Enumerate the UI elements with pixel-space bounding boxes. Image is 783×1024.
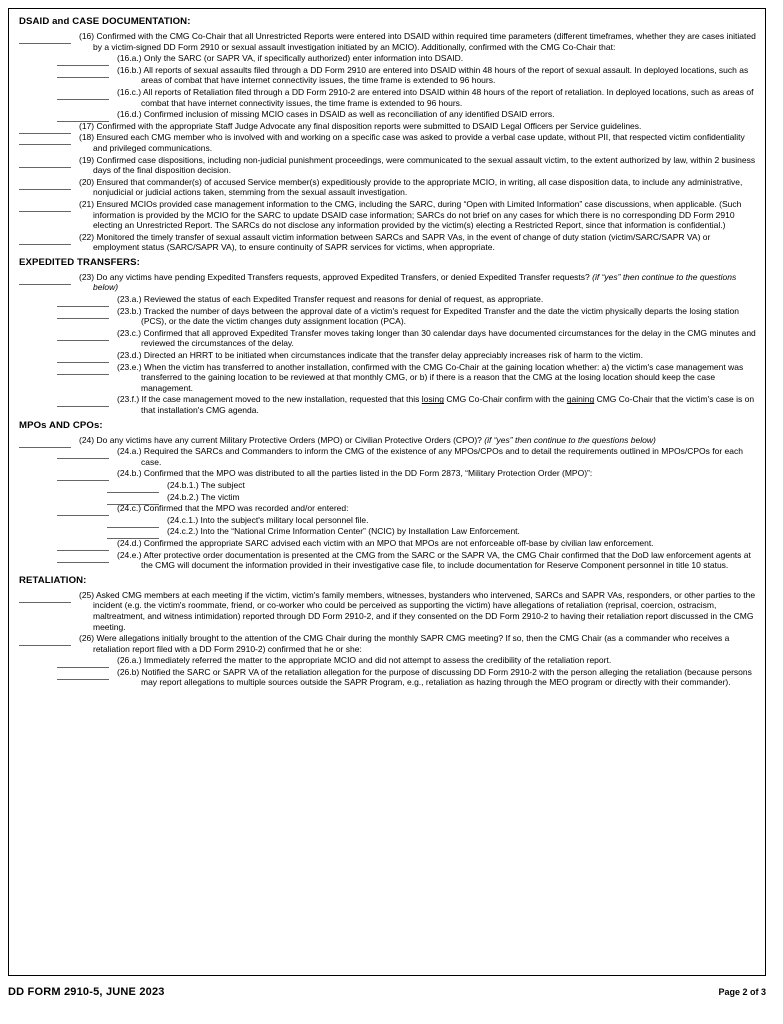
checklist-item-text: (23.d.) Directed an HRRT to be initiated when circumstances indicate that the transfer delay appreciably increases risk of harm to the victim. xyxy=(117,350,643,361)
checklist-item xyxy=(17,446,757,467)
checklist-blank-field[interactable] xyxy=(57,362,109,372)
checklist-item xyxy=(17,109,757,120)
checklist-blank-field[interactable] xyxy=(19,177,71,187)
checklist-blank-field[interactable] xyxy=(57,109,109,119)
checklist-blank-field[interactable] xyxy=(19,232,71,242)
checklist-item xyxy=(17,53,757,64)
checklist-item-text: (22) Monitored the timely transfer of sexual assault victim information between SARCs and SAPR VAs, in the event of change of duty station (victim/SARC/SAPR VA) or employment status (SARC/SAPR VA), to ensure continuity of SAPR services for victims, when appropriate. xyxy=(79,231,711,253)
item-text-run: (23) Do any victims have pending Expedited Transfers requests, approved Expedited Transfers, or denied Expedited Transfer requests? xyxy=(79,271,593,282)
checklist-blank-field[interactable] xyxy=(19,121,71,131)
blank-underline xyxy=(57,318,109,319)
checklist-item xyxy=(17,468,757,479)
checklist-item xyxy=(17,177,757,198)
checklist-blank-field[interactable] xyxy=(107,492,159,502)
checklist-blank-field[interactable] xyxy=(57,503,109,513)
page-footer xyxy=(8,986,766,998)
blank-underline xyxy=(57,458,109,459)
checklist-item-text xyxy=(77,272,757,293)
checklist-item xyxy=(17,328,757,349)
checklist-blank-field[interactable] xyxy=(19,199,71,209)
emphasized-term: losing xyxy=(421,394,444,405)
blank-underline xyxy=(57,374,109,375)
blank-underline xyxy=(19,244,71,245)
checklist-blank-field[interactable] xyxy=(57,294,109,304)
checklist-item-text: (26.b) Notified the SARC or SAPR VA of the retaliation allegation for the purpose of discussing DD Form 2910-2 with the person alleging the retaliation (because persons may report allegations to multiple sources outside the SAPR Program, e.g., retaliation as hazing through the MEO program or directly with their commander). xyxy=(117,666,752,688)
checklist-blank-field[interactable] xyxy=(57,446,109,456)
section-header: DSAID and CASE DOCUMENTATION: xyxy=(19,16,191,27)
checklist-item xyxy=(17,538,757,549)
checklist-blank-field[interactable] xyxy=(107,526,159,536)
checklist-item-text: (19) Confirmed case dispositions, including non-judicial punishment proceedings, were communicated to the sexual assault victim, to the extent authorized by law, within 2 business days of the final disposition decision. xyxy=(79,154,756,176)
checklist-item xyxy=(17,65,757,86)
checklist-item xyxy=(17,503,757,514)
checklist-item-text: (16.a.) Only the SARC (or SAPR VA, if specifically authorized) enter information into DSAID. xyxy=(117,53,464,64)
checklist-blank-field[interactable] xyxy=(57,655,109,665)
checklist-item xyxy=(17,272,757,293)
checklist-item-text: (16) Confirmed with the CMG Co-Chair that all Unrestricted Reports were entered into DSAID within required time parameters (different timeframes, whether they are cases initiated by a victim-signed DD Form 2910 or sexual assault investigation initiated by an MCIO). Additionally, confirmed with the CMG Co-Chair that: xyxy=(79,31,756,52)
blank-underline xyxy=(57,406,109,407)
checklist-item-text: (16.b.) All reports of sexual assaults filed through a DD Form 2910 are entered into DSAID within 48 hours of the report of sexual assault. In deployed locations, such as areas of combat that have internet connectivity issues, the time frame is extended to 96 hours. xyxy=(117,64,749,86)
blank-underline xyxy=(57,77,109,78)
form-identifier: DD FORM 2910-5, JUNE 2023 xyxy=(8,986,165,998)
checklist-item-text xyxy=(115,394,757,415)
checklist-item xyxy=(17,515,757,526)
blank-underline xyxy=(57,340,109,341)
checklist-blank-field[interactable] xyxy=(19,31,71,41)
checklist-item xyxy=(17,294,757,305)
checklist-item-text: (26) Were allegations initially brought to the attention of the CMG Chair during the monthly SAPR CMG meeting? If so, then the CMG Chair (as a commander who receives a retaliation report filed with a DD Form 2910-2) confirmed that he or she: xyxy=(79,633,730,654)
checklist-item-text: (23.a.) Reviewed the status of each Expedited Transfer request and reasons for denial of request, as appropriate. xyxy=(117,294,544,305)
blank-underline xyxy=(57,480,109,481)
blank-underline xyxy=(19,43,71,44)
checklist-blank-field[interactable] xyxy=(57,394,109,404)
checklist-item xyxy=(17,480,757,491)
checklist-item xyxy=(17,526,757,537)
blank-underline xyxy=(19,645,71,646)
checklist-blank-field[interactable] xyxy=(57,350,109,360)
blank-underline xyxy=(19,167,71,168)
emphasized-term: gaining xyxy=(566,394,595,405)
item-text-run: CMG Co-Chair confirm with the xyxy=(443,394,567,405)
checklist-item xyxy=(17,435,757,446)
checklist-item-text: (18) Ensured each CMG member who is involved with and working on a specific case was asked to provide a verbal case update, without PII, that respected victim confidentiality and privileged communications. xyxy=(79,132,745,153)
checklist-item xyxy=(17,667,757,688)
checklist-item xyxy=(17,590,757,632)
checklist-blank-field[interactable] xyxy=(107,480,159,490)
checklist-blank-field[interactable] xyxy=(19,633,71,643)
checklist-item-text: (17) Confirmed with the appropriate Staff Judge Advocate any final disposition reports were submitted to DSAID Legal Officers per Service guidelines. xyxy=(79,120,642,131)
blank-underline xyxy=(57,679,109,680)
blank-underline xyxy=(57,562,109,563)
blank-underline xyxy=(19,211,71,212)
checklist-item-text: (16.d.) Confirmed inclusion of missing MCIO cases in DSAID as well as reconciliation of any identified DSAID errors. xyxy=(117,109,555,120)
item-text-run: (24) Do any victims have any current Military Protective Orders (MPO) or Civilian Protective Orders (CPO)? xyxy=(79,434,485,445)
checklist-blank-field[interactable] xyxy=(57,306,109,316)
checklist-item-text: (24.b.) Confirmed that the MPO was distributed to all the parties listed in the DD Form 2873, “Military Protection Order (MPO)”: xyxy=(117,468,593,479)
checklist-item-text: (24.c.1.) Into the subject's military local personnel file. xyxy=(167,514,369,525)
section-header: MPOs AND CPOs: xyxy=(19,419,103,431)
checklist-item-text: (24.c.) Confirmed that the MPO was recorded and/or entered: xyxy=(117,503,349,514)
checklist-blank-field[interactable] xyxy=(57,65,109,75)
checklist-item-text: (23.b.) Tracked the number of days between the approval date of a victim's request for Expedited Transfer and the date the victim physically departs the losing station (PCS), or the date the victim changes duty assignment location (PCA). xyxy=(117,305,739,327)
blank-underline xyxy=(19,189,71,190)
checklist-item-text: (21) Ensured MCIOs provided case management information to the CMG, including the SARC, during “Open with Limited Information” case discussions, when applicable. (Such information is provided by the MCIO for the SARC to update DSAID case information; SARCs do not brief on any cases for which there is no corresponding DD Form 2910 electing an Unrestricted Report. The SARCs do not disclose any information provided by the victim(s) electing a Restricted Report, since that information is confidential.) xyxy=(79,198,742,231)
checklist-item-text xyxy=(77,435,757,446)
checklist-item xyxy=(17,306,757,327)
checklist-item-text: (23.e.) When the victim has transferred to another installation, confirmed with the CMG Co-Chair at the gaining location whether: a) the victim's case management was transferred to the gaining location to be reviewed at that monthly CMG, or b) if there is a reason that the CMG at the losing location should keep the case management. xyxy=(117,361,744,393)
checklist-item-text: (24.b.1.) The subject xyxy=(167,479,245,490)
checklist-item xyxy=(17,232,757,253)
checklist-item xyxy=(17,633,757,654)
checklist-item-text: (24.d.) Confirmed the appropriate SARC advised each victim with an MPO that MPOs are not enforceable off-base by civilian law enforcement. xyxy=(117,537,654,548)
blank-underline xyxy=(19,602,71,603)
blank-underline xyxy=(107,504,159,505)
checklist-blank-field[interactable] xyxy=(57,468,109,478)
form-content-box xyxy=(8,8,766,976)
checklist-item xyxy=(17,199,757,231)
checklist-item xyxy=(17,121,757,132)
checklist-item xyxy=(17,31,757,52)
checklist-item xyxy=(17,132,757,153)
checklist-blank-field[interactable] xyxy=(19,435,71,445)
checklist-item-text: (25) Asked CMG members at each meeting if the victim, victim's family members, witnesses, bystanders who intervened, SARCs and SAPR VAs, responders, or other parties to the incident (e.g. the victim's roommate, friend, or co-worker who could be perceived as supporting the victim) have allegations of retaliation (reprisal, coercion, ostracism, maltreatment, and witness intimidation) reported through DD Form 2910-2, and if they consented on the DD Form 2910-2 to having their retaliation report discussed in the CMG meeting. xyxy=(79,589,756,632)
checklist-blank-field[interactable] xyxy=(57,328,109,338)
section-header: RETALIATION: xyxy=(19,574,87,586)
checklist-blank-field[interactable] xyxy=(57,53,109,63)
checklist-blank-field[interactable] xyxy=(19,155,71,165)
checklist-item-text: (24.a.) Required the SARCs and Commanders to inform the CMG of the existence of any MPOs/CPOs and to detail the requirements outlined in MPOs/CPOs for each case. xyxy=(117,446,743,467)
checklist-blank-field[interactable] xyxy=(107,515,159,525)
checklist-item-text: (26.a.) Immediately referred the matter to the appropriate MCIO and did not attempt to assess the credibility of the retaliation report. xyxy=(117,655,612,666)
checklist-blank-field[interactable] xyxy=(19,132,71,142)
checklist-item xyxy=(17,350,757,361)
blank-underline xyxy=(19,144,71,145)
item-text-run: (23.f.) If the case management moved to the new installation, requested that this xyxy=(117,394,422,405)
checklist-item-text: (24.c.2.) Into the “National Crime Information Center” (NCIC) by Installation Law Enforcement. xyxy=(167,526,520,537)
checklist-item-text: (24.e.) After protective order documentation is presented at the CMG from the SARC or the SAPR VA, the CMG Chair confirmed that the DoD law enforcement agents at the CMG will document the information provided in their investigative case file, to include documentation for Reserve Component personnel in title 10 status. xyxy=(117,549,751,571)
checklist-item xyxy=(17,362,757,394)
checklist-blank-field[interactable] xyxy=(19,272,71,282)
checklist-item xyxy=(17,155,757,176)
checklist-blank-field[interactable] xyxy=(57,550,109,560)
blank-underline xyxy=(57,99,109,100)
checklist-item xyxy=(17,394,757,415)
checklist-blank-field[interactable] xyxy=(57,87,109,97)
checklist-item xyxy=(17,87,757,108)
checklist-blank-field[interactable] xyxy=(57,538,109,548)
section-header: EXPEDITED TRANSFERS: xyxy=(19,256,140,268)
blank-underline xyxy=(19,284,71,285)
item-conditional-note: (if “yes” then continue to the questions below) xyxy=(93,271,737,293)
item-text-run: CMG Co-Chair that the victim's case is on that installation's CMG agenda. xyxy=(141,394,755,415)
item-conditional-note: (if “yes” then continue to the questions below) xyxy=(484,434,656,445)
blank-underline xyxy=(57,515,109,516)
checklist-item-text: (23.c.) Confirmed that all approved Expedited Transfer moves taking longer than 30 calendar days have documented circumstances for the delay in the CMG minutes and reviewed the circumstances of the delay. xyxy=(117,327,756,349)
checklist-blank-field[interactable] xyxy=(57,667,109,677)
blank-underline xyxy=(107,538,159,539)
checklist-item xyxy=(17,655,757,666)
checklist-blank-field[interactable] xyxy=(19,590,71,600)
checklist-item-text: (24.b.2.) The victim xyxy=(167,491,240,502)
checklist-item xyxy=(17,492,757,503)
checklist-item xyxy=(17,550,757,571)
checklist-item-text: (20) Ensured that commander(s) of accused Service member(s) expeditiously provide to the appropriate MCIO, in writing, all case disposition data, to include any administrative, nonjudicial or judicial actions taken, stemming from the sexual assault investigation. xyxy=(79,176,743,198)
checklist-item-text: (16.c.) All reports of Retaliation filed through a DD Form 2910-2 are entered into DSAID within 48 hours of the report of retaliation. In deployed locations, such as areas of combat that have internet connectivity issues, the time frame is extended to 96 hours. xyxy=(117,86,754,108)
page-number: Page 2 of 3 xyxy=(718,987,766,997)
